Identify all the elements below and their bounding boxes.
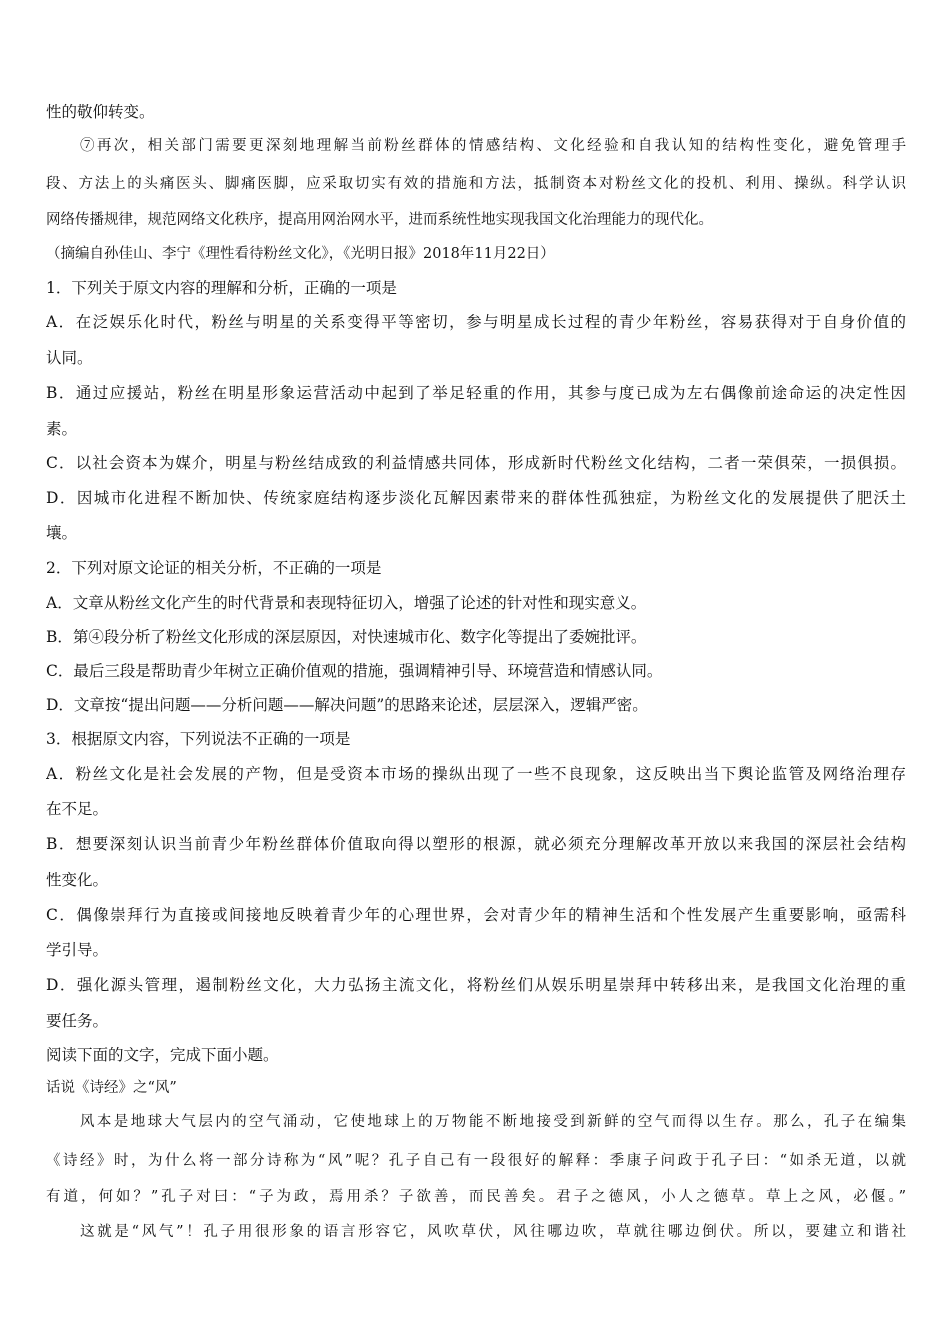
question-3-option-b-cont: 性变化。 xyxy=(46,871,109,889)
article-paragraph-2-line-1: 这就是“风气”！孔子用很形象的语言形容它，风吹草伏，风往哪边吹，草就往哪边倒伏。所以，要建立和谐社 xyxy=(80,1224,906,1240)
question-3-option-a: A．粉丝文化是社会发展的产物，但是受资本市场的操纵出现了一些不良现象，这反映出当下舆论监管及网络治理存 xyxy=(46,765,906,783)
question-1-option-a: A．在泛娱乐化时代，粉丝与明星的关系变得平等密切，参与明星成长过程的青少年粉丝，容易获得对于自身价值的 xyxy=(46,313,906,331)
question-3-option-d: D．强化源头管理，遏制粉丝文化，大力弘扬主流文化，将粉丝们从娱乐明星崇拜中转移出来，是我国文化治理的重 xyxy=(46,976,906,994)
paragraph-7-line-2: 段、方法上的头痛医头、脚痛医脚，应采取切实有效的措施和方法，抵制资本对粉丝文化的投机、利用、操纵。科学认识 xyxy=(46,176,906,192)
question-1-option-b: B．通过应援站，粉丝在明星形象运营活动中起到了举足轻重的作用，其参与度已成为左右偶像前途命运的决定性因 xyxy=(46,384,906,402)
question-2-option-a: A．文章从粉丝文化产生的时代背景和表现特征切入，增强了论述的针对性和现实意义。 xyxy=(46,594,647,612)
question-3-option-a-cont: 在不足。 xyxy=(46,800,109,818)
article-paragraph-1-line-1: 风本是地球大气层内的空气涌动，它使地球上的万物能不断地接受到新鲜的空气而得以生存。那么，孔子在编集 xyxy=(80,1114,906,1130)
question-3-option-c-cont: 学引导。 xyxy=(46,941,109,959)
question-3-option-d-cont: 要任务。 xyxy=(46,1012,109,1030)
paragraph-7-line-1: ⑦再次，相关部门需要更深刻地理解当前粉丝群体的情感结构、文化经验和自我认知的结构性变化，避免管理手 xyxy=(80,138,906,154)
article-title: 话说《诗经》之“风” xyxy=(46,1080,177,1096)
question-2-stem: 2．下列对原文论证的相关分析，不正确的一项是 xyxy=(46,559,382,577)
question-1-option-b-cont: 素。 xyxy=(46,420,78,438)
question-3-stem: 3．根据原文内容，下列说法不正确的一项是 xyxy=(46,730,351,748)
question-2-option-d: D．文章按“提出问题——分析问题——解决问题”的思路来论述，层层深入，逻辑严密。 xyxy=(46,696,648,714)
paragraph-7-line-3: 网络传播规律，规范网络文化秩序，提高用网治网水平，进而系统性地实现我国文化治理能力的现代化。 xyxy=(46,212,713,228)
source-citation: （摘编自孙佳山、李宁《理性看待粉丝文化》，《光明日报》2018年11月22日） xyxy=(46,246,555,262)
question-1-stem: 1．下列关于原文内容的理解和分析，正确的一项是 xyxy=(46,279,397,297)
question-1-option-a-cont: 认同。 xyxy=(46,349,93,367)
question-1-option-d: D．因城市化进程不断加快、传统家庭结构逐步淡化瓦解因素带来的群体性孤独症，为粉丝文化的发展提供了肥沃土 xyxy=(46,489,906,507)
article-paragraph-1-line-2: 《诗经》时，为什么将一部分诗称为“风”呢？孔子自己有一段很好的解释：季康子问政于孔子曰：“如杀无道，以就 xyxy=(46,1153,906,1169)
question-2-option-b: B．第④段分析了粉丝文化形成的深层原因，对快速城市化、数字化等提出了委婉批评。 xyxy=(46,628,647,646)
passage-tail: 性的敬仰转变。 xyxy=(46,103,155,121)
article-paragraph-1-line-3: 有道，何如？”孔子对曰：“子为政，焉用杀？子欲善，而民善矣。君子之德风，小人之德草。草上之风，必偃。” xyxy=(46,1189,906,1205)
question-3-option-c: C．偶像崇拜行为直接或间接地反映着青少年的心理世界，会对青少年的精神生活和个性发展产生重要影响，亟需科 xyxy=(46,906,906,924)
question-1-option-c: C．以社会资本为媒介，明星与粉丝结成致的利益情感共同体，形成新时代粉丝文化结构，二者一荣俱荣，一损俱损。 xyxy=(46,454,906,472)
reading-instruction: 阅读下面的文字，完成下面小题。 xyxy=(46,1046,279,1064)
question-3-option-b: B．想要深刻认识当前青少年粉丝群体价值取向得以塑形的根源，就必须充分理解改革开放以来我国的深层社会结构 xyxy=(46,835,906,853)
question-1-option-d-cont: 壤。 xyxy=(46,524,78,542)
question-2-option-c: C．最后三段是帮助青少年树立正确价值观的措施，强调精神引导、环境营造和情感认同。 xyxy=(46,662,663,680)
